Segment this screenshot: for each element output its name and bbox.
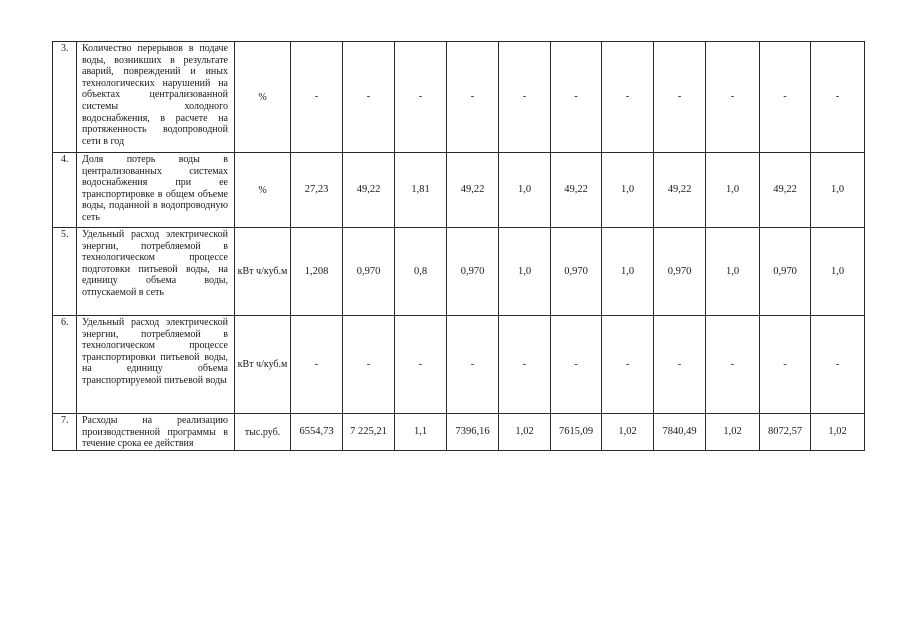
value-cell: 1,0 <box>811 228 865 316</box>
value-cell: 0,970 <box>447 228 499 316</box>
value-cell: 1,0 <box>499 153 551 228</box>
value-cell: 1,0 <box>811 153 865 228</box>
value-cell: 49,22 <box>760 153 811 228</box>
indicators-table <box>52 41 865 451</box>
value-cell: - <box>551 316 602 414</box>
value-cell: 0,970 <box>343 228 395 316</box>
unit-cell: кВт ч/куб.м <box>235 316 291 414</box>
value-cell: - <box>343 42 395 153</box>
value-cell: - <box>291 42 343 153</box>
row-number: 5. <box>53 228 77 316</box>
row-number: 7. <box>53 414 77 451</box>
value-cell: - <box>602 316 654 414</box>
value-cell: - <box>811 42 865 153</box>
row-number: 4. <box>53 153 77 228</box>
value-cell: 0,970 <box>760 228 811 316</box>
value-cell: 7840,49 <box>654 414 706 451</box>
indicator-name: Удельный расход электрической энергии, потребляемой в технологическом процессе транспортировки питьевой воды, на единицу объема транспортируемой питьевой воды <box>77 316 235 414</box>
value-cell: - <box>602 42 654 153</box>
value-cell: - <box>551 42 602 153</box>
value-cell: 0,970 <box>654 228 706 316</box>
indicator-name: Расходы на реализацию производственной программы в течение срока ее действия <box>77 414 235 451</box>
table-row <box>53 228 865 316</box>
table-row <box>53 42 865 153</box>
table-row <box>53 414 865 451</box>
value-cell: 1,0 <box>706 228 760 316</box>
table-row <box>53 153 865 228</box>
value-cell: - <box>343 316 395 414</box>
value-cell: 1,1 <box>395 414 447 451</box>
unit-cell: % <box>235 42 291 153</box>
value-cell: 1,02 <box>706 414 760 451</box>
value-cell: 7615,09 <box>551 414 602 451</box>
value-cell: - <box>395 42 447 153</box>
indicator-name: Доля потерь воды в централизованных системах водоснабжения при ее транспортировке в общем объеме воды, поданной в водопроводную сеть <box>77 153 235 228</box>
value-cell: 1,0 <box>706 153 760 228</box>
value-cell: - <box>291 316 343 414</box>
table-row <box>53 316 865 414</box>
value-cell: - <box>447 316 499 414</box>
value-cell: - <box>499 42 551 153</box>
value-cell: - <box>760 42 811 153</box>
value-cell: 1,0 <box>602 228 654 316</box>
value-cell: 1,02 <box>811 414 865 451</box>
value-cell: 1,81 <box>395 153 447 228</box>
value-cell: - <box>654 42 706 153</box>
value-cell: 0,970 <box>551 228 602 316</box>
row-number: 3. <box>53 42 77 153</box>
value-cell: - <box>447 42 499 153</box>
value-cell: 1,02 <box>602 414 654 451</box>
unit-cell: % <box>235 153 291 228</box>
indicator-name: Удельный расход электрической энергии, потребляемой в технологическом процессе подготовки питьевой воды, на единицу объема воды, отпускаемой в сеть <box>77 228 235 316</box>
value-cell: 49,22 <box>551 153 602 228</box>
value-cell: 1,02 <box>499 414 551 451</box>
value-cell: 6554,73 <box>291 414 343 451</box>
value-cell: 0,8 <box>395 228 447 316</box>
value-cell: 1,208 <box>291 228 343 316</box>
indicator-name: Количество перерывов в подаче воды, возникших в результате аварий, повреждений и иных технологических нарушений на объектах централизованной системы холодного водоснабжения, в расчете на протяженность водопроводной сети в год <box>77 42 235 153</box>
value-cell: - <box>499 316 551 414</box>
value-cell: 1,0 <box>602 153 654 228</box>
value-cell: 7396,16 <box>447 414 499 451</box>
value-cell: - <box>760 316 811 414</box>
value-cell: - <box>706 316 760 414</box>
value-cell: 49,22 <box>343 153 395 228</box>
unit-cell: тыс.руб. <box>235 414 291 451</box>
row-number: 6. <box>53 316 77 414</box>
value-cell: 27,23 <box>291 153 343 228</box>
value-cell: - <box>395 316 447 414</box>
value-cell: - <box>811 316 865 414</box>
value-cell: - <box>706 42 760 153</box>
value-cell: - <box>654 316 706 414</box>
unit-cell: кВт ч/куб.м <box>235 228 291 316</box>
value-cell: 49,22 <box>447 153 499 228</box>
value-cell: 8072,57 <box>760 414 811 451</box>
value-cell: 49,22 <box>654 153 706 228</box>
value-cell: 1,0 <box>499 228 551 316</box>
value-cell: 7 225,21 <box>343 414 395 451</box>
